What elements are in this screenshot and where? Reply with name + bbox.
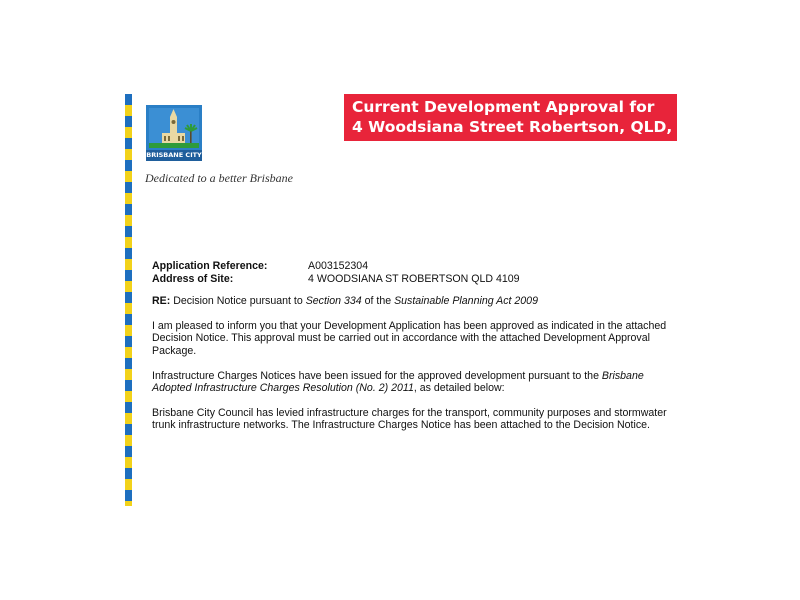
banner-line-2: 4 Woodsiana Street Robertson, QLD, 4109 [352,118,721,136]
application-reference-label: Application Reference: [152,260,268,272]
address-row [152,273,672,286]
re-prefix: RE: [152,295,171,308]
address-label: Address of Site: [152,272,234,285]
p2-resolution: Brisbane Adopted Infrastructure Charges Resolution (No. 2) 2011 [152,369,644,395]
application-reference-row [152,260,672,273]
re-act: Sustainable Planning Act 2009 [394,295,538,308]
address-value: 4 WOODSIANA ST ROBERTSON QLD 4109 [308,272,520,285]
re-line [152,295,672,308]
brisbane-city-logo [146,105,202,161]
application-reference-value: A003152304 [308,260,369,272]
p2-text: Infrastructure Charges Notices have been issued for the approved development pursuant to the [152,369,602,382]
paragraph-infrastructure-notices [152,370,672,395]
tagline: Dedicated to a better Brisbane [145,171,293,185]
paragraph-approval: I am pleased to inform you that your Development Application has been approved as indicated in the attached Decision Notice. This approval must be carried out in accordance with the attached Development Approval Package. [152,319,667,357]
letter-body [152,260,672,432]
re-text-2: of the [361,295,395,308]
paragraph-charges-levied: Brisbane City Council has levied infrastructure charges for the transport, community purposes and stormwater trunk infrastructure networks. The Infrastructure Charges Notice has been attached to the Decision Notice. [152,406,667,432]
approval-banner [344,94,721,141]
re-section: Section 334 [305,295,362,308]
p2-tail: , as detailed below: [413,382,505,395]
blue-yellow-margin-stripe [125,94,132,506]
logo-text: BRISBANE CITY [146,151,202,159]
re-text-1: Decision Notice pursuant to [170,295,306,308]
banner-line-1: Current Development Approval for [352,98,655,116]
